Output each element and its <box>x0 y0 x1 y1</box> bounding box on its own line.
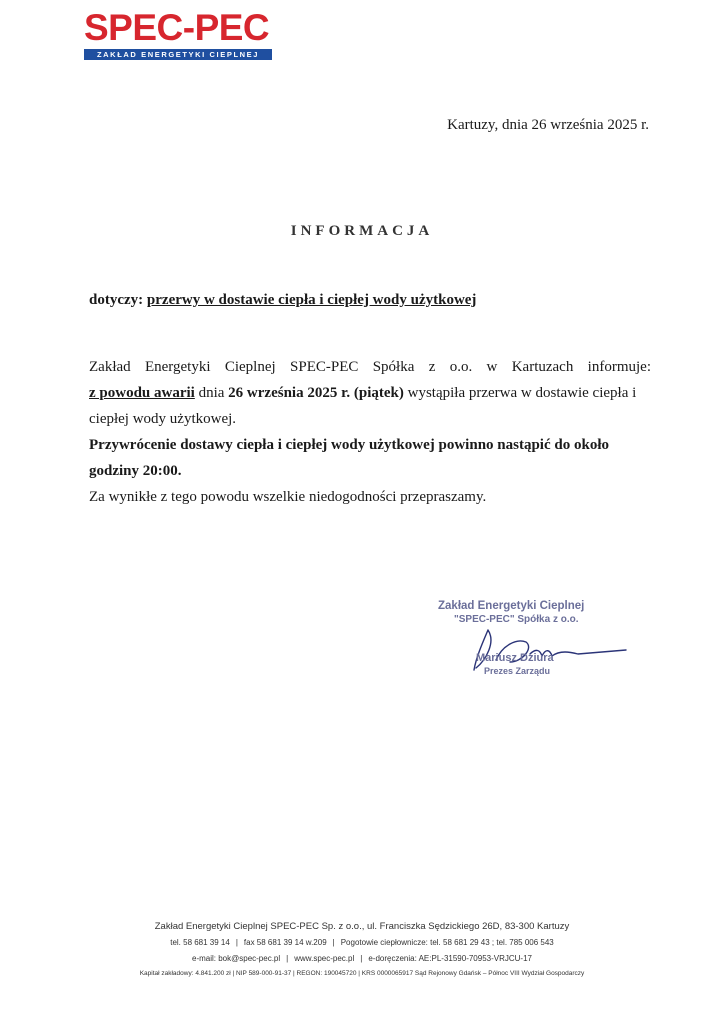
subject-text: przerwy w dostawie ciepła i ciepłej wody użytkowej <box>146 292 477 308</box>
footer-fax: fax 58 681 39 14 w.209 <box>243 938 327 947</box>
body-paragraph-restoration: Przywrócenie dostawy ciepła i ciepłej wody użytkowej powinno nastąpić do około godziny 20:00. <box>89 437 609 479</box>
document-heading: INFORMACJA <box>290 223 434 239</box>
logo-subtitle: ZAKŁAD ENERGETYKI CIEPLNEJ <box>84 49 272 60</box>
subject-label: dotyczy: <box>89 292 144 308</box>
signatory-name: Mariusz Dziura <box>476 652 554 664</box>
footer-online: e-mail: bok@spec-pec.pl | www.spec-pec.pl | e-doręczenia: AE:PL-31590-70953-VRJCU-17 <box>192 954 532 963</box>
footer-email: e-mail: bok@spec-pec.pl <box>192 954 281 963</box>
footer-website: www.spec-pec.pl <box>294 954 355 963</box>
footer-edelivery: e-doręczenia: AE:PL-31590-70953-VRJCU-17 <box>368 954 532 963</box>
outage-text-2: wystąpiła przerwa w dostawie ciepła i ciepłej wody użytkowej. <box>89 385 637 427</box>
signatory-role: Prezes Zarządu <box>484 666 551 676</box>
outage-reason: z powodu awarii <box>89 385 195 401</box>
subject-line <box>89 292 476 309</box>
footer-contacts: tel. 58 681 39 14 | fax 58 681 39 14 w.209 | Pogotowie ciepłownicze: tel. 58 681 29 43 ; tel. 785 006 543 <box>170 938 554 947</box>
document-date: Kartuzy, dnia 26 września 2025 r. <box>447 117 649 133</box>
company-logo <box>84 8 272 60</box>
body-paragraph-outage <box>89 380 651 432</box>
footer-tel: tel. 58 681 39 14 <box>170 938 230 947</box>
signature-block <box>430 596 640 686</box>
footer-emergency: Pogotowie ciepłownicze: tel. 58 681 29 43 ; tel. 785 006 543 <box>340 938 554 947</box>
logo-title: SPEC-PEC <box>84 7 270 48</box>
footer-registry: Kapitał zakładowy: 4.841.200 zł | NIP 589-000-91-37 | REGON: 190045720 | KRS 0000065917 Sąd Rejonowy Gdańsk – Północ VIII Wydział Gospodarczy <box>139 970 585 977</box>
footer-address: Zakład Energetyki Cieplnej SPEC-PEC Sp. z o.o., ul. Franciszka Sędzickiego 26D, 83-300 Kartuzy <box>154 921 570 932</box>
stamp-line-1: Zakład Energetyki Cieplnej <box>438 600 585 612</box>
outage-date: 26 września 2025 r. (piątek) <box>228 385 404 401</box>
body-paragraph-intro: Zakład Energetyki Cieplnej SPEC-PEC Spółka z o.o. w Kartuzach informuje: <box>89 359 651 375</box>
body-paragraph-apology: Za wynikłe z tego powodu wszelkie niedogodności przepraszamy. <box>89 489 487 505</box>
document-body <box>89 354 651 510</box>
outage-text-1: dnia <box>194 385 229 401</box>
stamp-line-2: "SPEC-PEC" Spółka z o.o. <box>454 614 579 625</box>
